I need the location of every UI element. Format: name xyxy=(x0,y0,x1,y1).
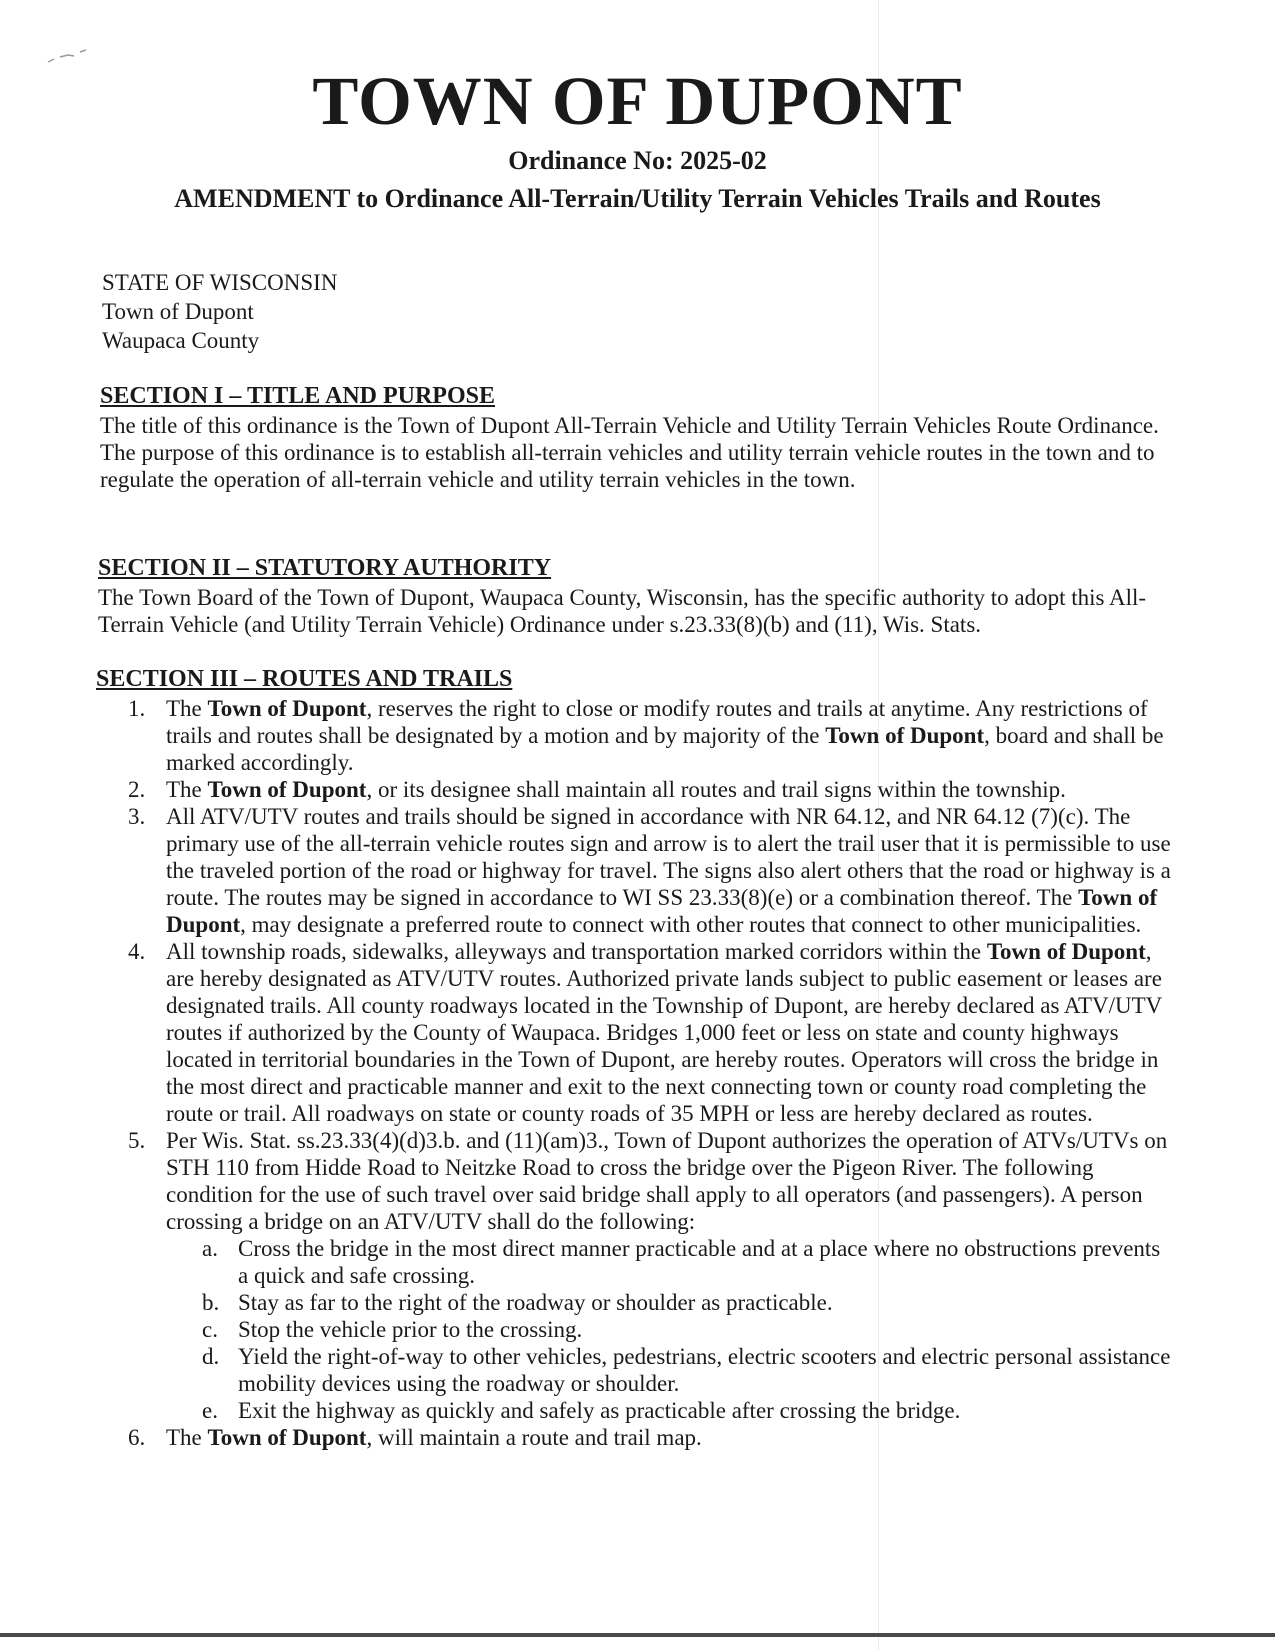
section-body: The Town Board of the Town of Dupont, Waupaca County, Wisconsin, has the specific authority to adopt this All-Terrain Vehicle (and Utility Terrain Vehicle) Ordinance under s.23.33(8)(b) and (11), Wis. Stats. xyxy=(98,585,1147,637)
section-title-and-purpose xyxy=(100,383,1160,493)
sub-list-item: b. Stay as far to the right of the roadway or shoulder as practicable. xyxy=(238,1289,1176,1316)
bridge-crossing-sublist xyxy=(166,1235,1176,1424)
routes-list xyxy=(96,695,1176,1451)
item-bold-town: Dupont xyxy=(1071,939,1146,964)
list-item xyxy=(166,695,1176,776)
ordinance-number: Ordinance No: 2025-02 xyxy=(508,146,767,175)
list-item xyxy=(166,776,1176,803)
item-bold-town: Dupont xyxy=(909,723,985,748)
section-heading: SECTION III – ROUTES AND TRAILS xyxy=(96,666,513,692)
item-bold-town: Town of Dupont xyxy=(207,777,367,802)
town-line: Town of Dupont xyxy=(102,299,254,324)
section-heading: SECTION II – STATUTORY AUTHORITY xyxy=(98,555,552,581)
item-text: The xyxy=(166,696,208,721)
list-item xyxy=(166,1424,1176,1451)
item-text: , are hereby designated as ATV/UTV routes. Authorized private lands subject to public easement or leases are designated trails. All county roadways located in the Township of Dupont, are hereby declared as ATV/UTV routes if authorized by the County of Waupaca. Bridges 1,000 feet or less on state and county highways located in territorial boundaries in the Town of Dupont, are hereby routes. Operators will cross the bridge in the most direct and practicable manner and exit to the next connecting town or county road completing the route or trail. All roadways on state or county roads of 35 MPH or less are hereby declared as routes. xyxy=(166,939,1162,1126)
page-bottom-edge xyxy=(0,1633,1275,1637)
item-text: The xyxy=(166,777,208,802)
item-bold-town: Town of xyxy=(986,939,1066,964)
item-text: , will maintain a route and trail map. xyxy=(366,1425,702,1450)
list-item xyxy=(166,803,1176,938)
sub-list-item: c. Stop the vehicle prior to the crossing. xyxy=(238,1316,1176,1343)
section-body: The title of this ordinance is the Town of Dupont All-Terrain Vehicle and Utility Terrain Vehicles Route Ordinance. The purpose of this ordinance is to establish all-terrain vehicles and utility terrain vehicle routes in the town and to regulate the operation of all-terrain vehicle and utility terrain vehicles in the town. xyxy=(100,413,1159,492)
list-item xyxy=(166,938,1176,1127)
item-text: , board and shall be marked accordingly. xyxy=(166,723,1164,775)
item-text: All township roads, sidewalks, alleyways and transportation marked corridors within the xyxy=(166,939,987,964)
section-statutory-authority xyxy=(98,555,1173,638)
item-text: , reserves the right to close or modify routes and trails at anytime. Any restrictions of trails and routes shall be designated by a motion and by majority of the xyxy=(166,696,1148,748)
sub-list-item: a. Cross the bridge in the most direct manner practicable and at a place where no obstructions prevents a quick and safe crossing. xyxy=(238,1235,1176,1289)
item-text: All ATV/UTV routes and trails should be signed in accordance with NR 64.12, and NR 64.12 (7)(c). The primary use of the all-terrain vehicle routes sign and arrow is to alert the trail user that it is permissible to use the traveled portion of the road or highway for travel. The signs also alert others that the road or highway is a route. The routes may be signed in accordance to WI SS 23.33(8)(e) or a combination thereof. The xyxy=(166,804,1171,910)
document-title: TOWN OF DUPONT xyxy=(312,63,963,139)
item-bold-town: Town of Dupont xyxy=(207,696,367,721)
item-text: , may designate a preferred route to connect with other routes that connect to other municipalities. xyxy=(240,912,1142,937)
list-item xyxy=(166,1127,1176,1424)
state-line: STATE OF WISCONSIN xyxy=(102,270,338,295)
item-bold-town: Town of Dupont xyxy=(166,885,1158,937)
ordinance-title: AMENDMENT to Ordinance All-Terrain/Utility Terrain Vehicles Trails and Routes xyxy=(174,184,1101,213)
section-heading: SECTION I – TITLE AND PURPOSE xyxy=(100,383,495,409)
sub-list-item: e. Exit the highway as quickly and safely as practicable after crossing the bridge. xyxy=(238,1397,1176,1424)
item-text: , or its designee shall maintain all routes and trail signs within the township. xyxy=(366,777,1066,802)
county-line: Waupaca County xyxy=(102,328,260,353)
item-bold-town: Town of xyxy=(825,723,905,748)
section-routes-and-trails xyxy=(96,666,1176,1451)
jurisdiction-block xyxy=(102,268,337,355)
item-bold-town: Town of Dupont xyxy=(207,1425,367,1450)
item-text: The xyxy=(166,1425,208,1450)
item-text: Per Wis. Stat. ss.23.33(4)(d)3.b. and (11)(am)3., Town of Dupont authorizes the operation of ATVs/UTVs on STH 110 from Hidde Road to Neitzke Road to cross the bridge over the Pigeon River. The following condition for the use of such travel over said bridge shall apply to all operators (and passengers). A person crossing a bridge on an ATV/UTV shall do the following: xyxy=(166,1128,1168,1234)
sub-list-item: d. Yield the right-of-way to other vehicles, pedestrians, electric scooters and electric personal assistance mobility devices using the roadway or shoulder. xyxy=(238,1343,1176,1397)
